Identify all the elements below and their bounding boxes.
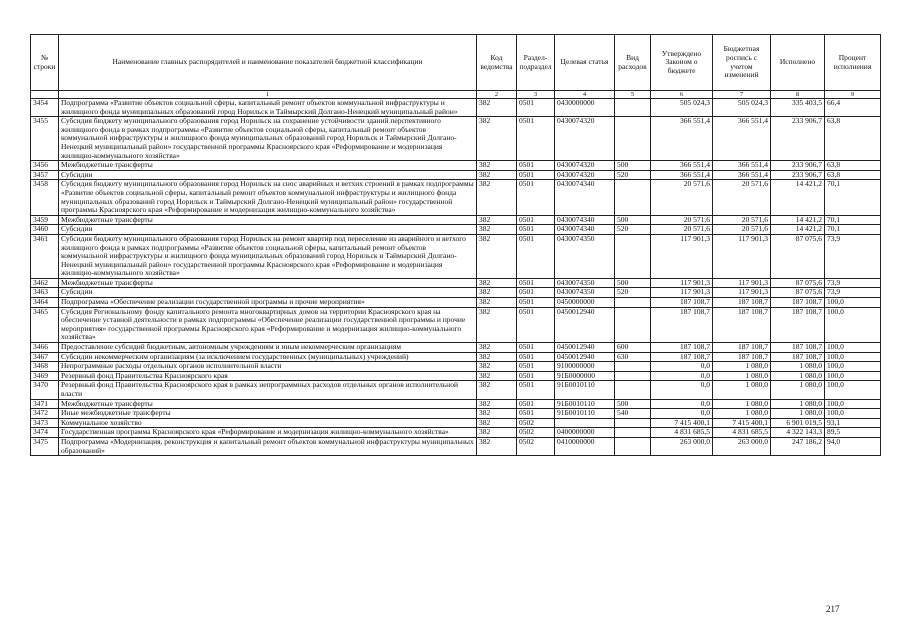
row-budget-list: 117 901,3: [713, 278, 771, 288]
row-section: 0501: [517, 225, 555, 235]
row-name: Субсидии некоммерческим организациям (за исключением государственных (муниципальных) учреждений): [59, 352, 477, 362]
row-number: 3456: [31, 161, 59, 171]
row-section: 0501: [517, 161, 555, 171]
row-approved: 4 831 685,5: [651, 428, 713, 438]
row-number: 3466: [31, 343, 59, 353]
row-executed: 1 080,0: [771, 409, 825, 419]
row-dept-code: 382: [477, 99, 517, 117]
row-target: 0430074320: [555, 117, 615, 161]
row-budget-list: 117 901,3: [713, 288, 771, 298]
row-expense-type: [615, 428, 651, 438]
row-approved: 0,0: [651, 399, 713, 409]
table-row: [31, 437, 881, 455]
row-number: 3464: [31, 298, 59, 308]
row-percent: 73,9: [825, 278, 881, 288]
row-number: 3459: [31, 215, 59, 225]
row-section: 0501: [517, 180, 555, 215]
table-row: [31, 234, 881, 278]
header-approved: Утверждено Законом о бюджете: [651, 35, 713, 91]
row-section: 0502: [517, 428, 555, 438]
row-target: 0430074340: [555, 180, 615, 215]
row-expense-type: [615, 234, 651, 278]
row-approved: 187 108,7: [651, 352, 713, 362]
header-budget-list: Бюджетная роспись с учетом изменений: [713, 35, 771, 91]
row-section: 0501: [517, 381, 555, 399]
row-name: Резервный фонд Правительства Красноярского края: [59, 371, 477, 381]
row-expense-type: 520: [615, 170, 651, 180]
row-target: 0450012940: [555, 343, 615, 353]
row-target: 91Б0010110: [555, 399, 615, 409]
row-budget-list: 263 000,0: [713, 437, 771, 455]
row-dept-code: 382: [477, 409, 517, 419]
row-expense-type: [615, 298, 651, 308]
header-row-no: № строки: [31, 35, 59, 91]
row-section: 0501: [517, 99, 555, 117]
row-executed: 187 108,7: [771, 307, 825, 342]
column-index: 5: [615, 91, 651, 99]
row-approved: 505 024,3: [651, 99, 713, 117]
row-name: Межбюджетные трансферты: [59, 399, 477, 409]
row-number: 3454: [31, 99, 59, 117]
row-name: Межбюджетные трансферты: [59, 215, 477, 225]
row-number: 3455: [31, 117, 59, 161]
row-percent: 100,0: [825, 409, 881, 419]
row-dept-code: 382: [477, 418, 517, 428]
row-target: 0400000000: [555, 428, 615, 438]
column-index: 7: [713, 91, 771, 99]
row-budget-list: 117 901,3: [713, 234, 771, 278]
row-dept-code: 382: [477, 170, 517, 180]
row-percent: 70,1: [825, 215, 881, 225]
row-executed: 233 906,7: [771, 170, 825, 180]
row-percent: 100,0: [825, 307, 881, 342]
row-section: 0501: [517, 343, 555, 353]
row-number: 3473: [31, 418, 59, 428]
row-percent: 70,1: [825, 225, 881, 235]
row-approved: 20 571,6: [651, 180, 713, 215]
row-name: Предоставление субсидий бюджетным, автономным учреждениям и иным некоммерческим организациям: [59, 343, 477, 353]
row-percent: 100,0: [825, 381, 881, 399]
row-approved: 366 551,4: [651, 161, 713, 171]
row-name: Субсидия бюджету муниципального образования город Норильск на ремонт квартир под переселение из аварийного и ветхого жилищного фонда в рамках подпрограммы «Развитие объектов социальной сферы, капитальный ремонт объектов коммунальной инфраструктуры и жилищного фонда муниципальных образований город Норильск и Таймырский Долгано-Ненецкий муниципальный район» государственной программы Красноярского края «Реформирование и модернизация жилищно-коммунального хозяйства»: [59, 234, 477, 278]
row-executed: 14 421,2: [771, 215, 825, 225]
row-name: Государственная программа Красноярского края «Реформирование и модернизация жилищно-коммунального хозяйства»: [59, 428, 477, 438]
row-executed: 87 075,6: [771, 234, 825, 278]
row-executed: 233 906,7: [771, 161, 825, 171]
row-expense-type: [615, 307, 651, 342]
row-target: 91Б0010110: [555, 409, 615, 419]
row-executed: 1 080,0: [771, 399, 825, 409]
row-expense-type: [615, 418, 651, 428]
row-section: 0502: [517, 418, 555, 428]
row-target: 91Б0010110: [555, 381, 615, 399]
row-expense-type: 500: [615, 161, 651, 171]
row-approved: 0,0: [651, 409, 713, 419]
row-budget-list: 366 551,4: [713, 161, 771, 171]
row-section: 0501: [517, 288, 555, 298]
row-number: 3462: [31, 278, 59, 288]
table-row: [31, 298, 881, 308]
row-approved: 187 108,7: [651, 298, 713, 308]
row-number: 3460: [31, 225, 59, 235]
row-approved: 366 551,4: [651, 170, 713, 180]
row-expense-type: 600: [615, 343, 651, 353]
row-executed: 14 421,2: [771, 225, 825, 235]
table-row: [31, 409, 881, 419]
table-row: [31, 343, 881, 353]
row-dept-code: 382: [477, 234, 517, 278]
row-expense-type: 500: [615, 278, 651, 288]
row-budget-list: 187 108,7: [713, 307, 771, 342]
row-name: Межбюджетные трансферты: [59, 278, 477, 288]
row-percent: 100,0: [825, 362, 881, 372]
row-budget-list: 1 080,0: [713, 381, 771, 399]
header-name: Наименование главных распорядителей и наименование показателей бюджетной классификации: [59, 35, 477, 91]
row-name: Субсидии: [59, 288, 477, 298]
row-number: 3469: [31, 371, 59, 381]
row-target: 0430074350: [555, 288, 615, 298]
row-percent: 100,0: [825, 371, 881, 381]
row-section: 0501: [517, 352, 555, 362]
row-budget-list: 7 415 400,1: [713, 418, 771, 428]
row-number: 3467: [31, 352, 59, 362]
row-section: 0502: [517, 437, 555, 455]
row-dept-code: 382: [477, 225, 517, 235]
row-executed: 14 421,2: [771, 180, 825, 215]
row-number: 3468: [31, 362, 59, 372]
row-number: 3471: [31, 399, 59, 409]
table-row: [31, 381, 881, 399]
row-budget-list: 1 080,0: [713, 409, 771, 419]
row-budget-list: 20 571,6: [713, 225, 771, 235]
row-dept-code: 382: [477, 288, 517, 298]
row-target: 0430074340: [555, 225, 615, 235]
row-expense-type: 540: [615, 409, 651, 419]
row-expense-type: [615, 381, 651, 399]
row-budget-list: 366 551,4: [713, 170, 771, 180]
row-executed: 233 906,7: [771, 117, 825, 161]
row-section: 0501: [517, 298, 555, 308]
row-executed: 187 108,7: [771, 352, 825, 362]
row-percent: 70,1: [825, 180, 881, 215]
row-percent: 63,8: [825, 161, 881, 171]
row-executed: 1 080,0: [771, 371, 825, 381]
column-index: 9: [825, 91, 881, 99]
header-section: Раздел-подраздел: [517, 35, 555, 91]
header-executed: Исполнено: [771, 35, 825, 91]
row-section: 0501: [517, 215, 555, 225]
row-target: 0430074350: [555, 278, 615, 288]
row-approved: 20 571,6: [651, 215, 713, 225]
row-expense-type: [615, 99, 651, 117]
row-executed: 6 901 019,5: [771, 418, 825, 428]
row-name: Субсидия бюджету муниципального образования город Норильск на сохранение устойчивости зданий перспективного жилищного фонда в рамках подпрограммы «Развитие объектов социальной сферы, капитальный ремонт объектов коммунальной инфраструктуры и жилищного фонда муниципальных образований город Норильск и Таймырский Долгано-Ненецкий муниципальный район» государственной программы Красноярского края «Реформирование и модернизация жилищно-коммунального хозяйства»: [59, 117, 477, 161]
row-section: 0501: [517, 362, 555, 372]
row-budget-list: 20 571,6: [713, 180, 771, 215]
row-dept-code: 382: [477, 428, 517, 438]
header-expense-type: Вид расходов: [615, 35, 651, 91]
row-approved: 263 000,0: [651, 437, 713, 455]
row-executed: 335 403,5: [771, 99, 825, 117]
table-body: [31, 99, 881, 456]
row-name: Непрограммные расходы отдельных органов исполнительной власти: [59, 362, 477, 372]
row-name: Резервный фонд Правительства Красноярского края в рамках непрограммных расходов отдельных органов исполнительной власти: [59, 381, 477, 399]
row-expense-type: [615, 371, 651, 381]
row-percent: 100,0: [825, 399, 881, 409]
row-number: 3470: [31, 381, 59, 399]
row-dept-code: 382: [477, 117, 517, 161]
row-dept-code: 382: [477, 298, 517, 308]
row-dept-code: 382: [477, 352, 517, 362]
column-index: 4: [555, 91, 615, 99]
row-approved: 187 108,7: [651, 307, 713, 342]
row-executed: 87 075,6: [771, 278, 825, 288]
row-approved: 117 901,3: [651, 234, 713, 278]
row-name: Иные межбюджетные трансферты: [59, 409, 477, 419]
row-number: 3474: [31, 428, 59, 438]
row-dept-code: 382: [477, 307, 517, 342]
row-executed: 87 075,6: [771, 288, 825, 298]
row-dept-code: 382: [477, 278, 517, 288]
row-expense-type: 500: [615, 399, 651, 409]
row-dept-code: 382: [477, 437, 517, 455]
row-percent: 63,8: [825, 117, 881, 161]
budget-table: [30, 34, 881, 456]
row-approved: 7 415 400,1: [651, 418, 713, 428]
row-dept-code: 382: [477, 381, 517, 399]
row-percent: 63,8: [825, 170, 881, 180]
row-approved: 117 901,3: [651, 288, 713, 298]
row-budget-list: 366 551,4: [713, 117, 771, 161]
row-percent: 89,5: [825, 428, 881, 438]
row-dept-code: 382: [477, 343, 517, 353]
row-expense-type: 520: [615, 225, 651, 235]
row-target: 0410000000: [555, 437, 615, 455]
table-header: [31, 35, 881, 99]
row-dept-code: 382: [477, 399, 517, 409]
row-executed: 187 108,7: [771, 298, 825, 308]
row-approved: 366 551,4: [651, 117, 713, 161]
row-approved: 0,0: [651, 381, 713, 399]
row-name: Субсидии: [59, 225, 477, 235]
row-budget-list: 1 080,0: [713, 362, 771, 372]
row-section: 0501: [517, 278, 555, 288]
table-row: [31, 161, 881, 171]
row-budget-list: 4 831 685,5: [713, 428, 771, 438]
row-budget-list: 187 108,7: [713, 343, 771, 353]
row-section: 0501: [517, 409, 555, 419]
column-index: 2: [477, 91, 517, 99]
row-dept-code: 382: [477, 215, 517, 225]
row-target: 0450012940: [555, 352, 615, 362]
table-row: [31, 362, 881, 372]
header-dept-code: Код ведомства: [477, 35, 517, 91]
table-row: [31, 117, 881, 161]
row-approved: 187 108,7: [651, 343, 713, 353]
row-name: Субсидия Региональному фонду капитального ремонта многоквартирных домов на территории Красноярского края на обеспечение уставной деятельности в рамках подпрограммы «Обеспечение реализации государственной программы и прочие мероприятия» государственной программы Красноярского края «Реформирование и модернизация жилищно-коммунального хозяйства»: [59, 307, 477, 342]
table-row: [31, 225, 881, 235]
row-name: Субсидии: [59, 170, 477, 180]
column-index: 1: [59, 91, 477, 99]
row-target: 0430074340: [555, 215, 615, 225]
column-index: 3: [517, 91, 555, 99]
row-percent: 100,0: [825, 298, 881, 308]
row-name: Субсидия бюджету муниципального образования город Норильск на снос аварийных и ветхих строений в рамках подпрограммы «Развитие объектов социальной сферы, капитальный ремонт объектов коммунальной инфраструктуры и жилищного фонда муниципальных образований город Норильск и Таймырский Долгано-Ненецкий муниципальный район» государственной программы Красноярского края «Реформирование и модернизация жилищно-коммунального хозяйства»: [59, 180, 477, 215]
row-budget-list: 20 571,6: [713, 215, 771, 225]
row-section: 0501: [517, 307, 555, 342]
row-budget-list: 187 108,7: [713, 298, 771, 308]
column-index: 8: [771, 91, 825, 99]
row-expense-type: 500: [615, 215, 651, 225]
row-name: Подпрограмма «Развитие объектов социальной сферы, капитальный ремонт объектов коммунальной инфраструктуры и жилищного фонда муниципальных образований город Норильск и Таймырский Долгано-Ненецкий муниципальный район»: [59, 99, 477, 117]
row-expense-type: [615, 180, 651, 215]
row-dept-code: 382: [477, 180, 517, 215]
row-target: 0450012940: [555, 307, 615, 342]
row-percent: 66,4: [825, 99, 881, 117]
row-expense-type: [615, 437, 651, 455]
row-expense-type: 630: [615, 352, 651, 362]
row-name: Подпрограмма «Модернизация, реконструкция и капитальный ремонт объектов коммунальной инфраструктуры муниципальных образований»: [59, 437, 477, 455]
row-approved: 0,0: [651, 371, 713, 381]
row-executed: 247 186,2: [771, 437, 825, 455]
row-approved: 20 571,6: [651, 225, 713, 235]
row-target: 0450000000: [555, 298, 615, 308]
row-expense-type: [615, 362, 651, 372]
row-budget-list: 1 080,0: [713, 371, 771, 381]
row-executed: 4 322 143,3: [771, 428, 825, 438]
row-name: Коммунальное хозяйство: [59, 418, 477, 428]
header-target: Целевая статья: [555, 35, 615, 91]
row-section: 0501: [517, 234, 555, 278]
row-percent: 100,0: [825, 343, 881, 353]
row-percent: 93,1: [825, 418, 881, 428]
header-percent: Процент исполнения: [825, 35, 881, 91]
row-section: 0501: [517, 170, 555, 180]
row-section: 0501: [517, 371, 555, 381]
row-target: 0430000000: [555, 99, 615, 117]
row-dept-code: 382: [477, 161, 517, 171]
row-name: Межбюджетные трансферты: [59, 161, 477, 171]
row-percent: 100,0: [825, 352, 881, 362]
row-expense-type: [615, 117, 651, 161]
row-number: 3457: [31, 170, 59, 180]
row-name: Подпрограмма «Обеспечение реализации государственной программы и прочие мероприятия»: [59, 298, 477, 308]
row-percent: 73,9: [825, 234, 881, 278]
row-budget-list: 187 108,7: [713, 352, 771, 362]
row-dept-code: 382: [477, 371, 517, 381]
row-percent: 94,0: [825, 437, 881, 455]
row-number: 3463: [31, 288, 59, 298]
column-index: 6: [651, 91, 713, 99]
row-executed: 1 080,0: [771, 362, 825, 372]
row-dept-code: 382: [477, 362, 517, 372]
row-target: 9100000000: [555, 362, 615, 372]
row-percent: 73,9: [825, 288, 881, 298]
table-row: [31, 307, 881, 342]
row-budget-list: 505 024,3: [713, 99, 771, 117]
row-target: 0430074320: [555, 170, 615, 180]
row-number: 3461: [31, 234, 59, 278]
row-budget-list: 1 080,0: [713, 399, 771, 409]
row-section: 0501: [517, 399, 555, 409]
row-target: 91Б0000000: [555, 371, 615, 381]
row-section: 0501: [517, 117, 555, 161]
row-approved: 0,0: [651, 362, 713, 372]
row-target: 0430074320: [555, 161, 615, 171]
row-executed: 187 108,7: [771, 343, 825, 353]
row-approved: 117 901,3: [651, 278, 713, 288]
row-number: 3475: [31, 437, 59, 455]
row-number: 3465: [31, 307, 59, 342]
table-row: [31, 99, 881, 117]
row-number: 3472: [31, 409, 59, 419]
table-row: [31, 180, 881, 215]
row-number: 3458: [31, 180, 59, 215]
row-target: 0430074350: [555, 234, 615, 278]
page-number: 217: [826, 604, 840, 614]
row-expense-type: 520: [615, 288, 651, 298]
row-executed: 1 080,0: [771, 381, 825, 399]
